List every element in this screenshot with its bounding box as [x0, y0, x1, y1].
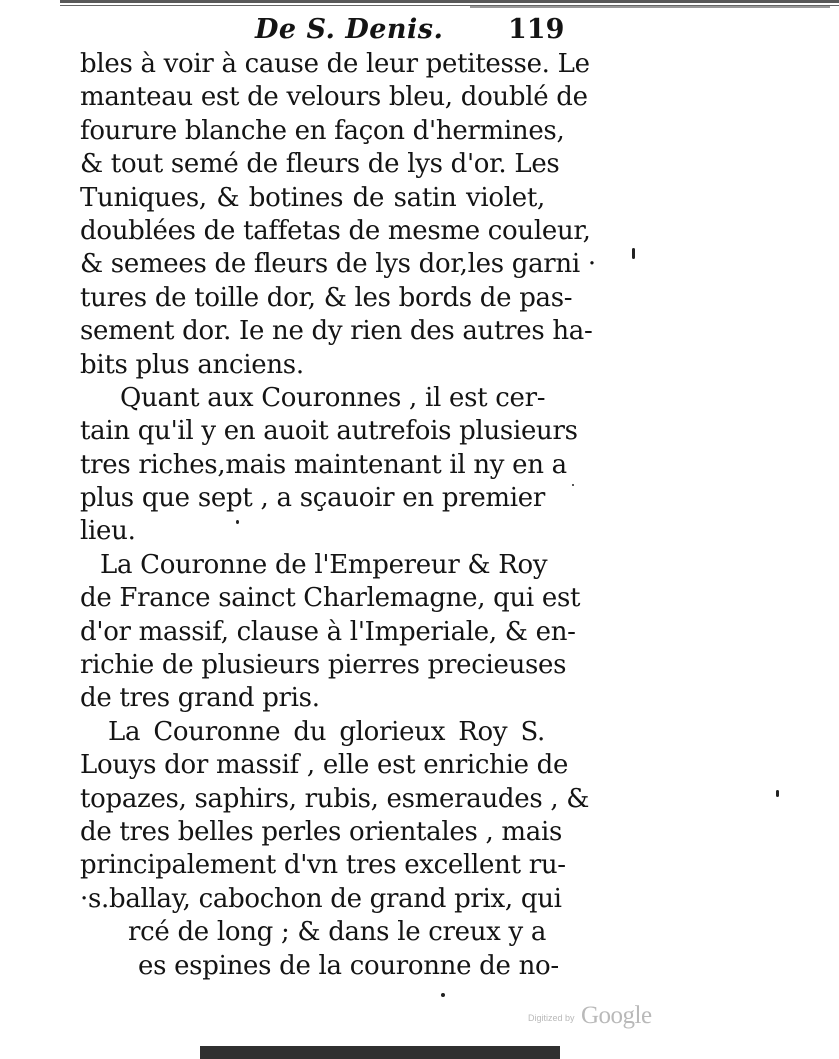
text-line: lieu. [80, 516, 136, 547]
text-line: d'or massif, clause à l'Imperiale, & en- [80, 616, 576, 647]
text-line: de tres grand pris. [80, 683, 320, 714]
text-line: & semees de fleurs de lys dor,les garni · [80, 249, 596, 280]
text-line: es espines de la couronne de no- [138, 950, 559, 981]
text-line: sement dor. Ie ne dy rien des autres ha- [80, 316, 593, 347]
page-top-edge-line [470, 6, 830, 8]
text-line: tain qu'il y en auoit autrefois plusieurs [80, 416, 578, 447]
ink-speck [632, 248, 635, 259]
text-line: de France sainct Charlemagne, qui est [80, 583, 581, 614]
text-line: tres riches,mais maintenant il ny en a [80, 449, 567, 480]
text-line: & tout semé de fleurs de lys d'or. Les [80, 149, 560, 180]
ink-speck [572, 484, 574, 486]
paragraph-start-line: Quant aux Couronnes , il est cer- [120, 382, 546, 413]
text-line: topazes, saphirs, rubis, esmeraudes , & [80, 783, 590, 814]
text-line: Louys dor massif , elle est enrichie de [80, 750, 569, 781]
paragraph-start-line: La Couronne du glorieux Roy S. [108, 716, 545, 747]
running-head-title: De S. Denis. [255, 14, 444, 45]
ink-speck [236, 520, 239, 524]
page-bottom-edge-shadow [200, 1046, 560, 1059]
text-line: fourure blanche en façon d'hermines, [80, 115, 565, 146]
watermark-brand: Google [581, 1002, 652, 1029]
page-number: 119 [508, 14, 565, 45]
text-line: ·s.ballay, cabochon de grand prix, qui [80, 883, 562, 914]
text-line: bits plus anciens. [80, 349, 304, 380]
text-line: manteau est de velours bleu, doublé de [80, 82, 588, 113]
paragraph-start-line: La Couronne de l'Empereur & Roy [100, 549, 548, 580]
text-line: tures de toille dor, & les bords de pas- [80, 282, 573, 313]
text-line: principalement d'vn tres excellent ru- [80, 850, 566, 881]
text-line: rcé de long ; & dans le creux y a [128, 917, 547, 948]
digitization-watermark [528, 1002, 668, 1030]
body-text [80, 48, 596, 983]
ink-speck [441, 993, 445, 997]
text-line: doublées de taffetas de mesme couleur, [80, 215, 591, 246]
text-line: richie de plusieurs pierres precieuses [80, 650, 567, 681]
text-line: bles à voir à cause de leur petitesse. Le [80, 49, 590, 79]
text-line: de tres belles perles orientales , mais [80, 816, 563, 847]
ink-speck [776, 790, 779, 797]
text-line: Tuniques, & botines de satin violet, [80, 182, 545, 213]
text-line: plus que sept , a sçauoir en premier [80, 483, 545, 514]
page-top-edge-shadow [60, 0, 839, 10]
running-head [255, 14, 565, 50]
watermark-prefix: Digitized by [528, 1013, 575, 1023]
